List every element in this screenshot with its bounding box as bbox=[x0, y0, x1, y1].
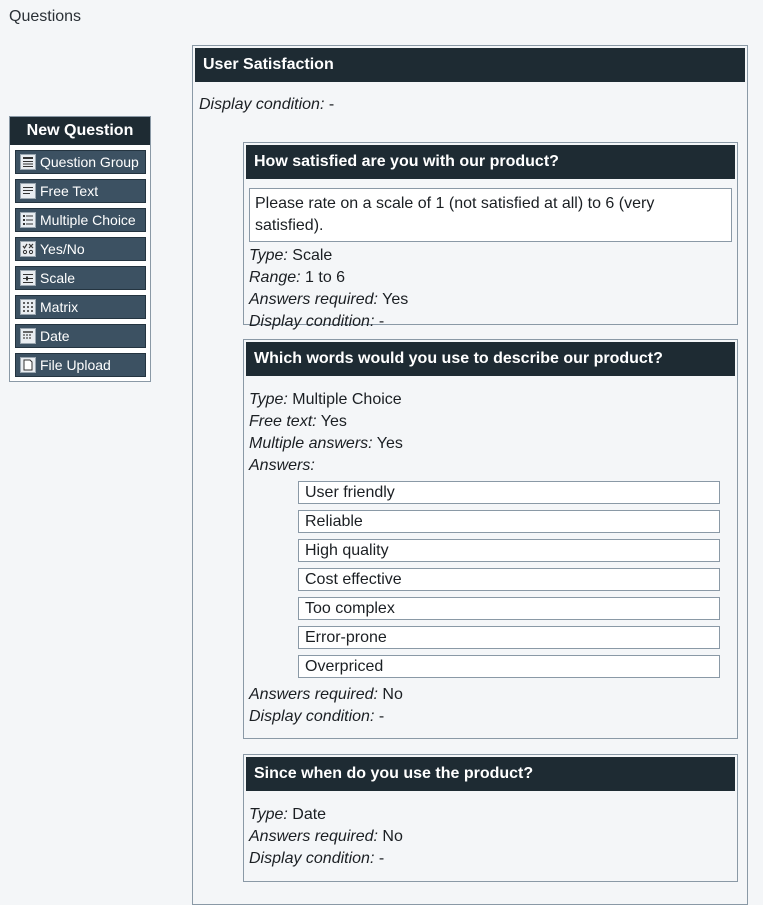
new-multiple-choice-button[interactable] bbox=[15, 208, 146, 232]
type-value: Scale bbox=[292, 247, 333, 264]
palette-item-label: Date bbox=[40, 328, 70, 344]
new-scale-button[interactable] bbox=[15, 266, 146, 290]
question-answers-label bbox=[249, 455, 732, 477]
answer-option[interactable]: High quality bbox=[298, 539, 720, 562]
new-yes-no-button[interactable] bbox=[15, 237, 146, 261]
question-free-text bbox=[249, 411, 732, 433]
palette-item-label: File Upload bbox=[40, 357, 111, 373]
multiple-answers-value: Yes bbox=[376, 435, 403, 452]
question-group bbox=[192, 45, 748, 905]
range-value: 1 to 6 bbox=[305, 269, 346, 286]
new-question-group-button[interactable] bbox=[15, 150, 146, 174]
required-value: No bbox=[382, 686, 403, 703]
required-value: No bbox=[382, 828, 403, 845]
yes-no-icon bbox=[20, 241, 36, 257]
palette-item-label: Multiple Choice bbox=[40, 212, 136, 228]
question-group-icon bbox=[20, 154, 36, 170]
required-label: Answers required: bbox=[249, 686, 378, 703]
palette-item-label: Question Group bbox=[40, 154, 139, 170]
answer-option[interactable]: Cost effective bbox=[298, 568, 720, 591]
matrix-icon bbox=[20, 299, 36, 315]
display-condition-label: Display condition: bbox=[199, 96, 325, 113]
free-text-label: Free text: bbox=[249, 413, 317, 430]
question-title[interactable]: How satisfied are you with our product? bbox=[246, 145, 735, 179]
question-card bbox=[243, 339, 738, 739]
answer-option[interactable]: Error-prone bbox=[298, 626, 720, 649]
type-value: Multiple Choice bbox=[292, 391, 402, 408]
display-condition-value: - bbox=[378, 313, 385, 330]
type-label: Type: bbox=[249, 806, 288, 823]
palette-item-label: Free Text bbox=[40, 183, 99, 199]
question-type bbox=[249, 245, 732, 267]
new-question-palette bbox=[9, 116, 151, 382]
date-icon bbox=[20, 328, 36, 344]
answer-option[interactable]: Too complex bbox=[298, 597, 720, 620]
palette-item-label: Yes/No bbox=[40, 241, 85, 257]
question-type bbox=[249, 804, 732, 826]
display-condition-label: Display condition: bbox=[249, 850, 375, 867]
question-required bbox=[249, 289, 732, 311]
type-label: Type: bbox=[249, 391, 288, 408]
new-free-text-button[interactable] bbox=[15, 179, 146, 203]
group-title[interactable]: User Satisfaction bbox=[195, 48, 745, 82]
question-display-condition bbox=[249, 706, 732, 728]
display-condition-label: Display condition: bbox=[249, 708, 375, 725]
answer-option[interactable]: Reliable bbox=[298, 510, 720, 533]
page-title: Questions bbox=[9, 8, 82, 25]
display-condition-value: - bbox=[328, 96, 335, 113]
answers-label: Answers: bbox=[249, 457, 315, 474]
display-condition-value: - bbox=[378, 850, 385, 867]
new-date-button[interactable] bbox=[15, 324, 146, 348]
question-card bbox=[243, 142, 738, 330]
free-text-icon bbox=[20, 183, 36, 199]
question-required bbox=[249, 826, 732, 848]
palette-item-label: Matrix bbox=[40, 299, 79, 315]
question-type bbox=[249, 389, 732, 411]
question-display-condition bbox=[249, 848, 732, 870]
question-required bbox=[249, 684, 732, 706]
free-text-value: Yes bbox=[320, 413, 347, 430]
group-display-condition bbox=[199, 96, 334, 114]
display-condition-label: Display condition: bbox=[249, 313, 375, 330]
display-condition-value: - bbox=[378, 708, 385, 725]
palette-title: New Question bbox=[10, 117, 150, 145]
type-value: Date bbox=[292, 806, 327, 823]
answer-list bbox=[298, 481, 732, 678]
palette-item-label: Scale bbox=[40, 270, 76, 286]
required-value: Yes bbox=[382, 291, 409, 308]
question-display-condition bbox=[249, 311, 732, 333]
required-label: Answers required: bbox=[249, 291, 378, 308]
question-multiple-answers bbox=[249, 433, 732, 455]
new-file-upload-button[interactable] bbox=[15, 353, 146, 377]
multiple-answers-label: Multiple answers: bbox=[249, 435, 373, 452]
question-card bbox=[243, 754, 738, 882]
question-title[interactable]: Since when do you use the product? bbox=[246, 757, 735, 791]
question-title[interactable]: Which words would you use to describe our product? bbox=[246, 342, 735, 376]
question-range bbox=[249, 267, 732, 289]
range-label: Range: bbox=[249, 269, 301, 286]
multiple-choice-icon bbox=[20, 212, 36, 228]
scale-icon bbox=[20, 270, 36, 286]
answer-option[interactable]: User friendly bbox=[298, 481, 720, 504]
new-matrix-button[interactable] bbox=[15, 295, 146, 319]
type-label: Type: bbox=[249, 247, 288, 264]
answer-option[interactable]: Overpriced bbox=[298, 655, 720, 678]
question-description: Please rate on a scale of 1 (not satisfied at all) to 6 (very satisfied). bbox=[249, 188, 732, 242]
file-upload-icon bbox=[20, 357, 36, 373]
required-label: Answers required: bbox=[249, 828, 378, 845]
